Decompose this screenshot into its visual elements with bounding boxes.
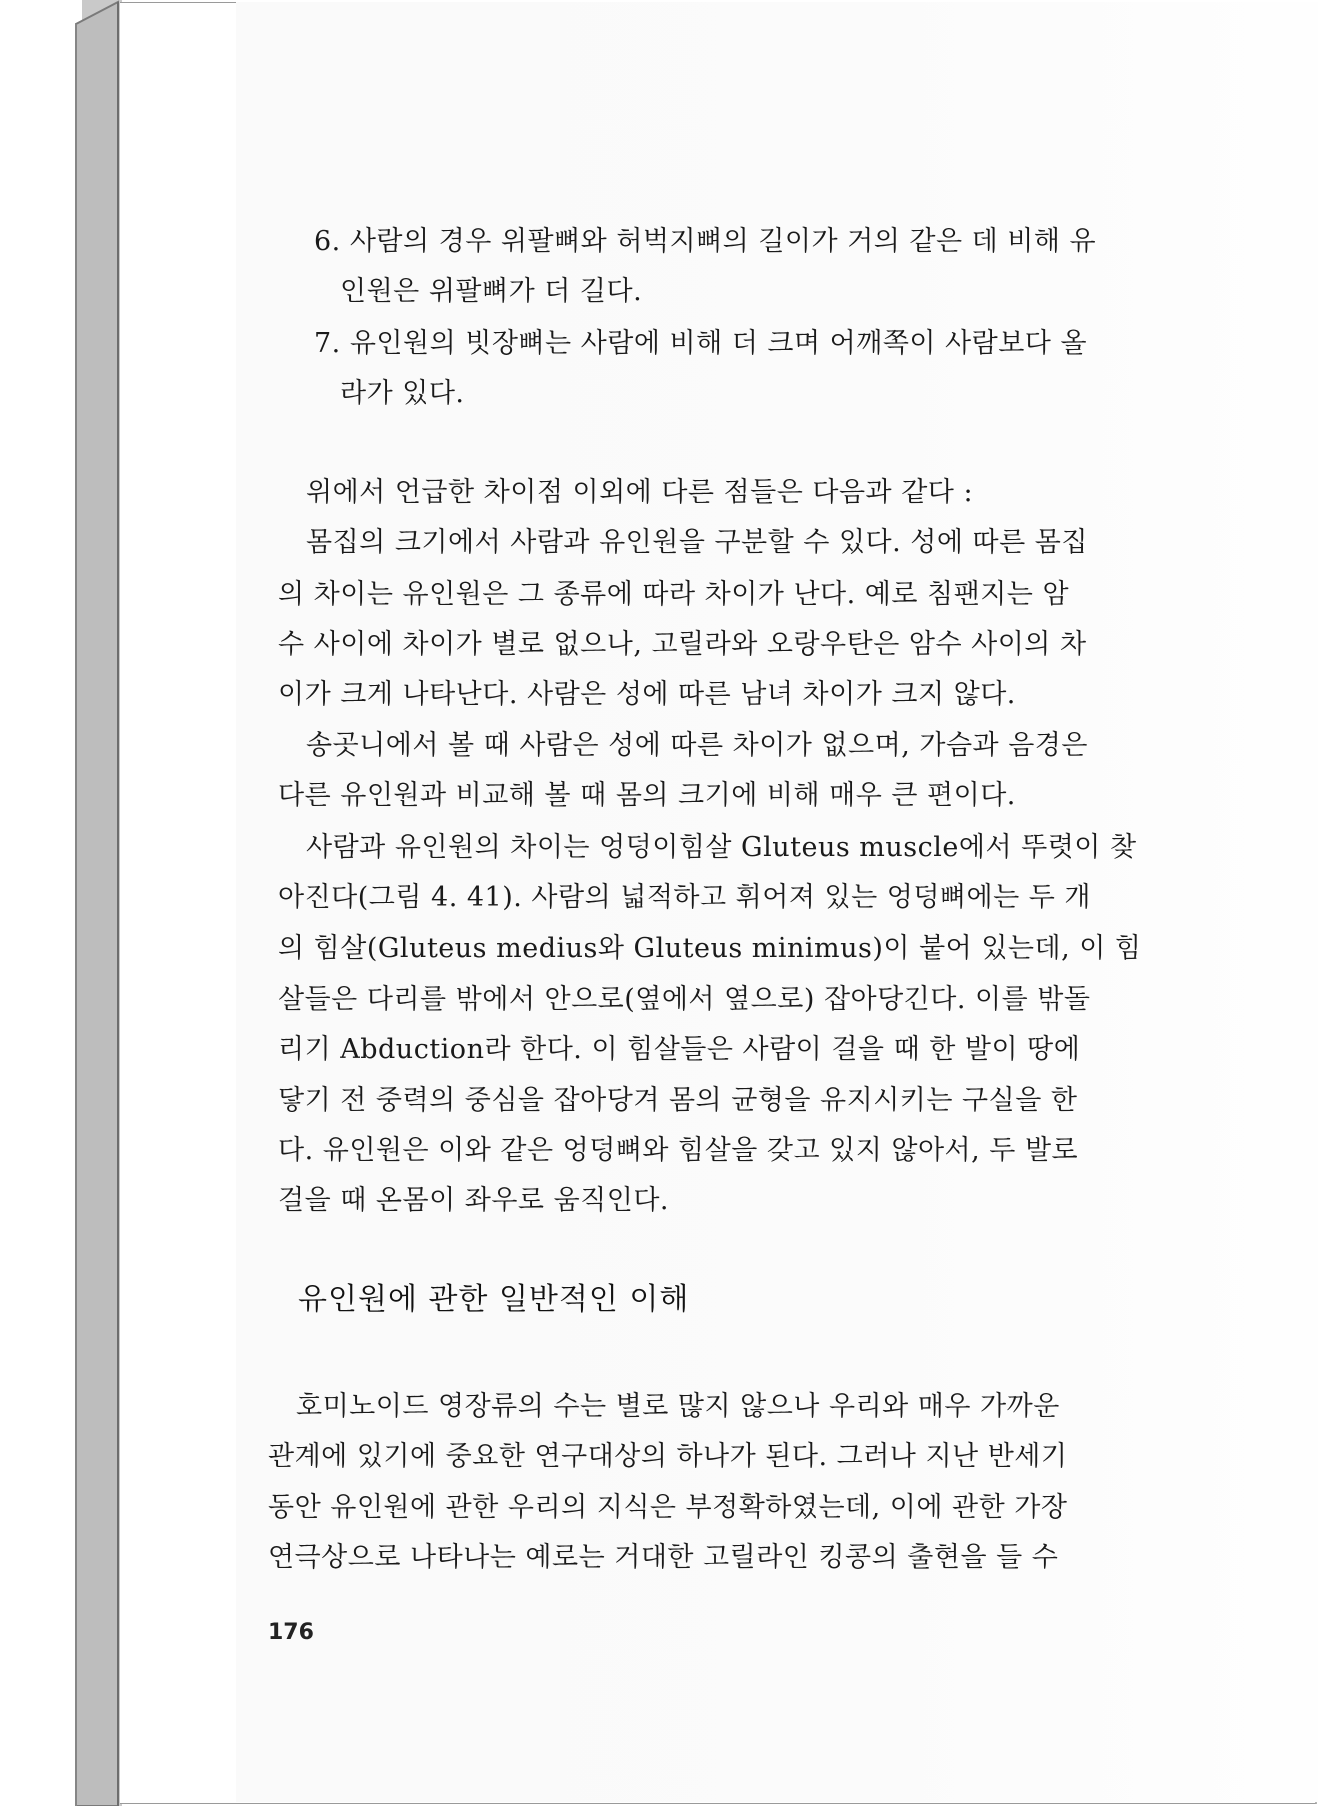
paragraph-intro-line: 위에서 언급한 차이점 이외에 다른 점들은 다음과 같다 : <box>306 477 974 508</box>
paragraph-body-size-line: 수 사이에 차이가 별로 없으나, 고릴라와 오랑우탄은 암수 사이의 차 <box>278 629 1087 660</box>
paragraph-gluteus-line: 살들은 다리를 밖에서 안으로(옆에서 옆으로) 잡아당긴다. 이를 밖돌 <box>278 984 1091 1015</box>
list-item-6-line-1: 6. 사람의 경우 위팔뼈와 허벅지뼈의 길이가 거의 같은 데 비해 유 <box>314 226 1097 257</box>
list-item-7-line-2: 라가 있다. <box>340 378 465 409</box>
paragraph-gluteus-line: 닿기 전 중력의 중심을 잡아당겨 몸의 균형을 유지시키는 구실을 한 <box>278 1085 1078 1116</box>
list-item-7-line-1: 7. 유인원의 빗장뼈는 사람에 비해 더 크며 어깨쪽이 사람보다 올 <box>314 328 1088 359</box>
section-paragraph-line: 호미노이드 영장류의 수는 별로 많지 않으나 우리와 매우 가까운 <box>296 1391 1060 1422</box>
paragraph-body-size-line: 의 차이는 유인원은 그 종류에 따라 차이가 난다. 예로 침팬지는 암 <box>278 579 1070 610</box>
paragraph-body-size-line: 이가 크게 나타난다. 사람은 성에 따른 남녀 차이가 크지 않다. <box>278 679 1016 710</box>
paragraph-gluteus-line: 걸을 때 온몸이 좌우로 움직인다. <box>278 1185 669 1216</box>
paragraph-gluteus-line: 다. 유인원은 이와 같은 엉덩뼈와 힘살을 갖고 있지 않아서, 두 발로 <box>278 1135 1079 1166</box>
paragraph-gluteus-line: 리기 Abduction라 한다. 이 힘살들은 사람이 걸을 때 한 발이 땅에 <box>278 1034 1081 1065</box>
section-paragraph-line: 연극상으로 나타나는 예로는 거대한 고릴라인 킹콩의 출현을 들 수 <box>268 1542 1059 1573</box>
paragraph-gluteus-line: 의 힘살(Gluteus medius와 Gluteus minimus)이 붙어 있는데, 이 힘 <box>278 933 1142 964</box>
paragraph-canine-line: 송곳니에서 볼 때 사람은 성에 따른 차이가 없으며, 가슴과 음경은 <box>306 730 1088 761</box>
section-paragraph-line: 관계에 있기에 중요한 연구대상의 하나가 된다. 그러나 지난 반세기 <box>268 1441 1068 1472</box>
paragraph-body-size-line: 몸집의 크기에서 사람과 유인원을 구분할 수 있다. 성에 따른 몸집 <box>306 527 1088 558</box>
paragraph-canine-line: 다른 유인원과 비교해 볼 때 몸의 크기에 비해 매우 큰 편이다. <box>278 780 1016 811</box>
list-item-6-line-2: 인원은 위팔뼈가 더 길다. <box>340 276 643 307</box>
section-paragraph-line: 동안 유인원에 관한 우리의 지식은 부정확하였는데, 이에 관한 가장 <box>268 1492 1068 1523</box>
paragraph-gluteus-line: 아진다(그림 4. 41). 사람의 넓적하고 휘어져 있는 엉덩뼈에는 두 개 <box>278 882 1091 913</box>
page-number: 176 <box>268 1620 314 1645</box>
book-spine <box>0 0 122 1806</box>
section-heading: 유인원에 관한 일반적인 이해 <box>298 1282 690 1317</box>
paragraph-gluteus-line: 사람과 유인원의 차이는 엉덩이힘살 Gluteus muscle에서 뚜렷이 찾 <box>306 832 1137 863</box>
